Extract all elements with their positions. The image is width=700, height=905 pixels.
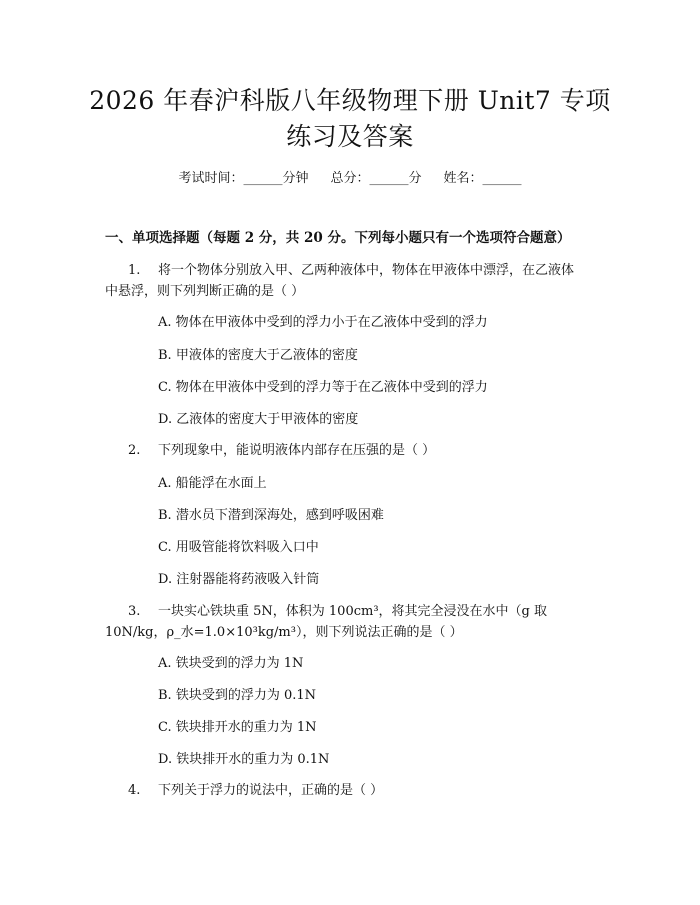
option-2a: A. 船能浮在水面上 bbox=[158, 476, 267, 491]
option-2d: D. 注射器能将药液吸入针筒 bbox=[158, 572, 320, 587]
page-title-line-2: 练习及答案 bbox=[286, 122, 414, 151]
question-2 bbox=[128, 442, 435, 460]
question-number: 3. bbox=[128, 604, 141, 619]
option-3d: D. 铁块排开水的重力为 0.1N bbox=[158, 752, 330, 767]
question-text: 下列现象中，能说明液体内部存在压强的是（ ） bbox=[158, 443, 436, 458]
option-3a: A. 铁块受到的浮力为 1N bbox=[158, 656, 304, 671]
question-3-continuation: 10N/kg，ρ_水=1.0×10³kg/m³），则下列说法正确的是（ ） bbox=[105, 625, 463, 640]
question-4 bbox=[128, 782, 383, 800]
section-heading-single-choice: 一、单项选择题（每题 2 分，共 20 分。下列每小题只有一个选项符合题意） bbox=[105, 230, 571, 246]
question-1-continuation: 中悬浮，则下列判断正确的是（ ） bbox=[105, 284, 305, 299]
option-1a: A. 物体在甲液体中受到的浮力小于在乙液体中受到的浮力 bbox=[158, 315, 488, 330]
option-1d: D. 乙液体的密度大于甲液体的密度 bbox=[158, 412, 359, 427]
page-title-line-1: 2026 年春沪科版八年级物理下册 Unit7 专项 bbox=[89, 86, 611, 115]
option-2b: B. 潜水员下潜到深海处，感到呼吸困难 bbox=[158, 508, 384, 523]
option-1b: B. 甲液体的密度大于乙液体的密度 bbox=[158, 348, 358, 363]
option-3c: C. 铁块排开水的重力为 1N bbox=[158, 720, 317, 735]
question-text: 一块实心铁块重 5N，体积为 100cm³，将其完全浸没在水中（g 取 bbox=[158, 604, 547, 619]
option-2c: C. 用吸管能将饮料吸入口中 bbox=[158, 540, 319, 555]
question-3 bbox=[128, 603, 547, 621]
question-text: 将一个物体分别放入甲、乙两种液体中，物体在甲液体中漂浮，在乙液体 bbox=[158, 263, 575, 278]
exam-score-field: 总分：______分 bbox=[330, 171, 422, 186]
question-number: 2. bbox=[128, 443, 141, 458]
exam-meta bbox=[0, 170, 700, 188]
exam-time-field: 考试时间：______分钟 bbox=[178, 171, 309, 186]
question-text: 下列关于浮力的说法中，正确的是（ ） bbox=[158, 783, 384, 798]
question-1 bbox=[128, 262, 574, 280]
student-name-field: 姓名：______ bbox=[443, 171, 522, 186]
option-3b: B. 铁块受到的浮力为 0.1N bbox=[158, 688, 316, 703]
option-1c: C. 物体在甲液体中受到的浮力等于在乙液体中受到的浮力 bbox=[158, 380, 488, 395]
question-number: 4. bbox=[128, 783, 141, 798]
question-number: 1. bbox=[128, 263, 141, 278]
